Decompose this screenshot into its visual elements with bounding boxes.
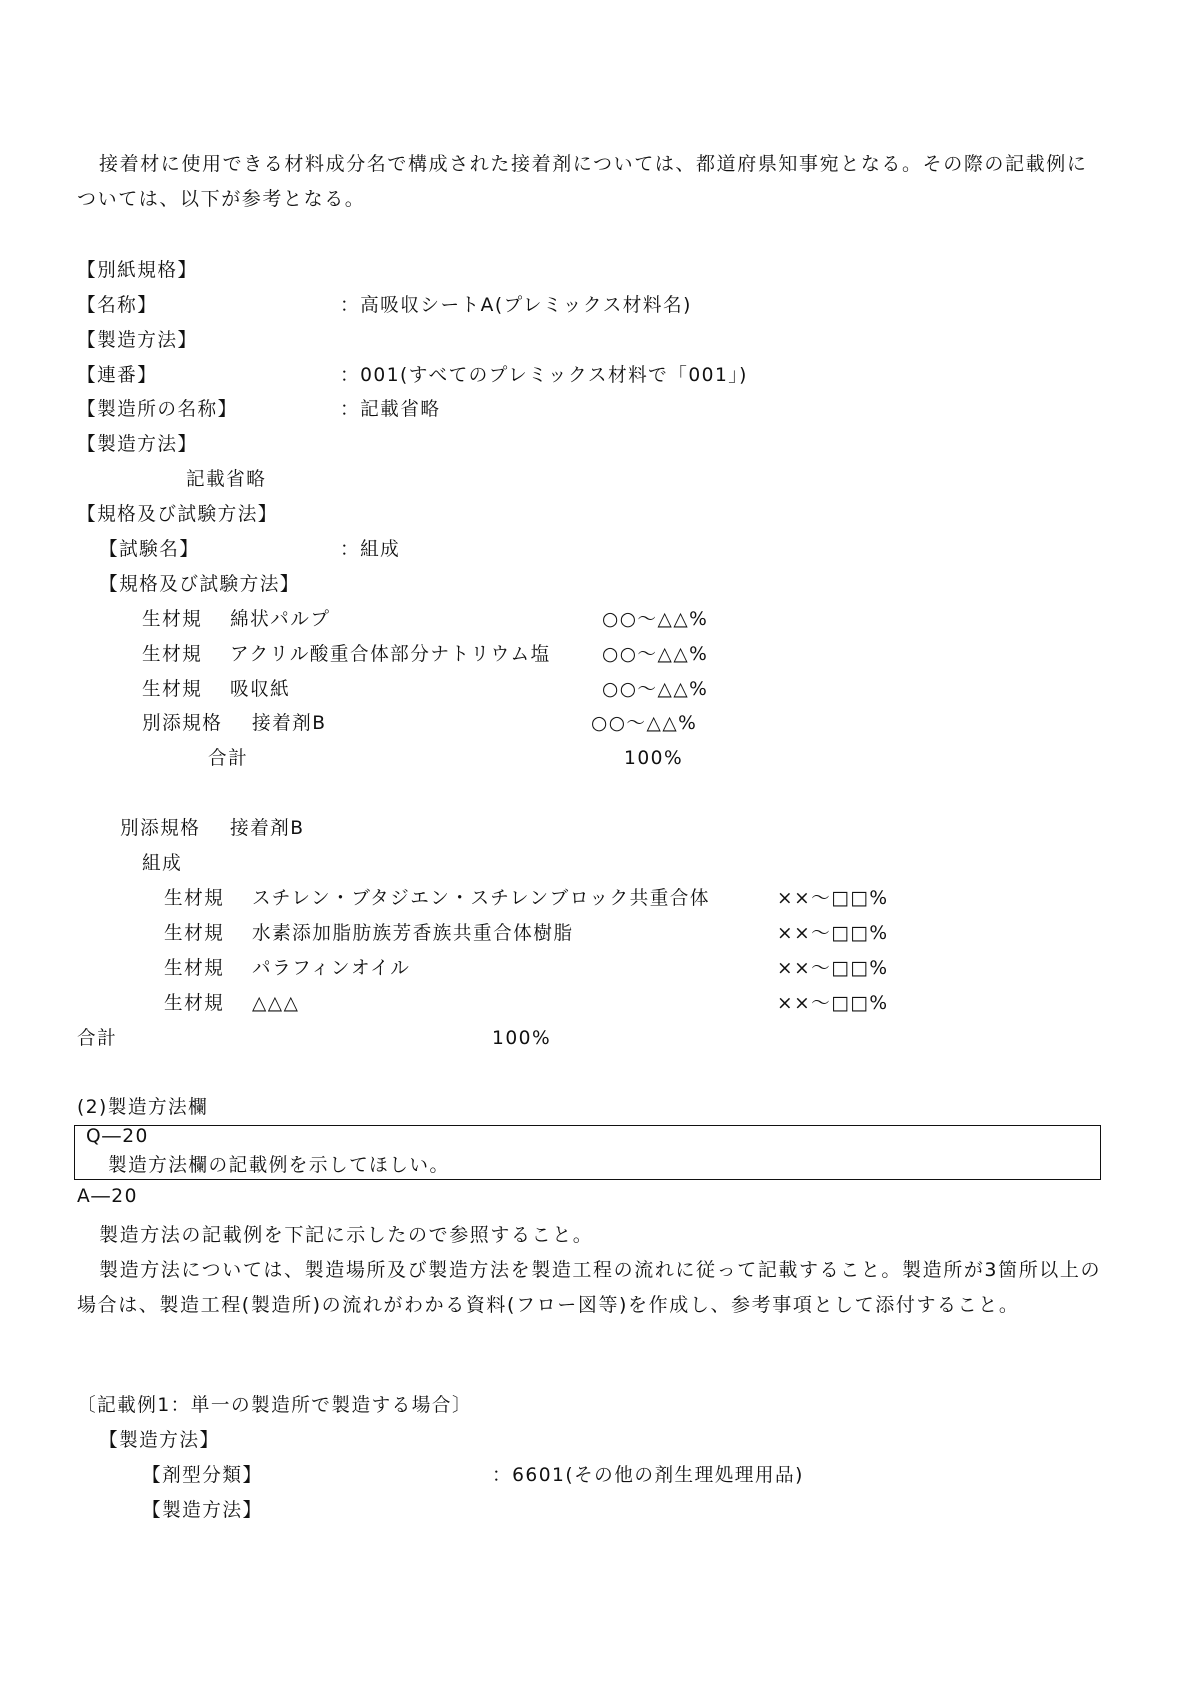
answer-paragraph-2: 製造方法については、製造場所及び製造方法を製造工程の流れに従って記載すること。製造所が3箇所以上の場合は、製造工程(製造所)の流れがわかる資料(フロー図等)を作成し、参考事項として添付すること。 bbox=[77, 1259, 1102, 1316]
component-category: 生材規 bbox=[164, 887, 225, 909]
component-category: 生材規 bbox=[164, 957, 225, 979]
section2-heading: (2)製造方法欄 bbox=[77, 1096, 209, 1118]
component-range: ××～□□% bbox=[777, 957, 889, 979]
component-category: 生材規 bbox=[164, 992, 225, 1014]
example1-dosage-value: ：6601(その他の剤生理処理用品) bbox=[492, 1464, 804, 1486]
sub-standards-label: 【規格及び試験方法】 bbox=[99, 573, 300, 595]
spec-heading: 【別紙規格】 bbox=[77, 259, 198, 281]
composition-category: 生材規 bbox=[142, 643, 203, 665]
method-label-2: 【製造方法】 bbox=[77, 433, 198, 455]
composition-category: 別添規格 bbox=[142, 712, 223, 734]
plant-value: ：記載省略 bbox=[340, 398, 441, 420]
adhesive-composition-label: 組成 bbox=[142, 852, 183, 874]
composition-category: 生材規 bbox=[142, 678, 203, 700]
intro-paragraph: 接着材に使用できる材料成分名で構成された接着剤については、都道府県知事宛となる。その際の記載例については、以下が参考となる。 bbox=[77, 153, 1088, 210]
question-text: 製造方法欄の記載例を示してほしい。 bbox=[108, 1154, 450, 1176]
composition-material: 綿状パルプ bbox=[230, 608, 331, 630]
component-material: スチレン・ブタジエン・スチレンブロック共重合体 bbox=[252, 887, 710, 909]
example1-heading: 〔記載例1：単一の製造所で製造する場合〕 bbox=[77, 1394, 473, 1416]
adhesive-total-label: 合計 bbox=[77, 1027, 118, 1049]
standards-label: 【規格及び試験方法】 bbox=[77, 503, 278, 525]
name-value: ：高吸収シートA(プレミックス材料名) bbox=[340, 294, 692, 316]
serial-label: 【連番】 bbox=[77, 364, 158, 386]
method-label: 【製造方法】 bbox=[77, 329, 198, 351]
adhesive-category: 別添規格 bbox=[120, 817, 201, 839]
composition-range: ○○～△△% bbox=[602, 608, 709, 630]
composition-total-label: 合計 bbox=[208, 747, 249, 769]
component-range: ××～□□% bbox=[777, 922, 889, 944]
test-name-value: ：組成 bbox=[340, 538, 401, 560]
composition-total-value: 100% bbox=[624, 747, 684, 769]
serial-value: ：001(すべてのプレミックス材料で「001」) bbox=[340, 364, 748, 386]
composition-range: ○○～△△% bbox=[602, 678, 709, 700]
component-range: ××～□□% bbox=[777, 887, 889, 909]
composition-material: 接着剤B bbox=[252, 712, 327, 734]
composition-category: 生材規 bbox=[142, 608, 203, 630]
composition-range: ○○～△△% bbox=[602, 643, 709, 665]
component-material: △△△ bbox=[252, 992, 300, 1014]
answer-paragraph-1: 製造方法の記載例を下記に示したので参照すること。 bbox=[99, 1224, 594, 1246]
example1-method-label: 【製造方法】 bbox=[99, 1429, 220, 1451]
method-value-2: 記載省略 bbox=[186, 468, 267, 490]
test-name-label: 【試験名】 bbox=[99, 538, 200, 560]
example1-dosage-label: 【剤型分類】 bbox=[142, 1464, 263, 1486]
composition-material: 吸収紙 bbox=[230, 678, 291, 700]
name-label: 【名称】 bbox=[77, 294, 158, 316]
plant-label: 【製造所の名称】 bbox=[77, 398, 238, 420]
component-material: パラフィンオイル bbox=[252, 957, 411, 979]
composition-range: ○○～△△% bbox=[591, 712, 698, 734]
adhesive-total-value: 100% bbox=[492, 1027, 552, 1049]
composition-material: アクリル酸重合体部分ナトリウム塩 bbox=[230, 643, 551, 665]
example1-method-label-2: 【製造方法】 bbox=[142, 1499, 263, 1521]
component-category: 生材規 bbox=[164, 922, 225, 944]
question-id: Q―20 bbox=[86, 1125, 149, 1147]
component-material: 水素添加脂肪族芳香族共重合体樹脂 bbox=[252, 922, 574, 944]
component-range: ××～□□% bbox=[777, 992, 889, 1014]
adhesive-name: 接着剤B bbox=[230, 817, 305, 839]
answer-id: A―20 bbox=[77, 1185, 138, 1207]
